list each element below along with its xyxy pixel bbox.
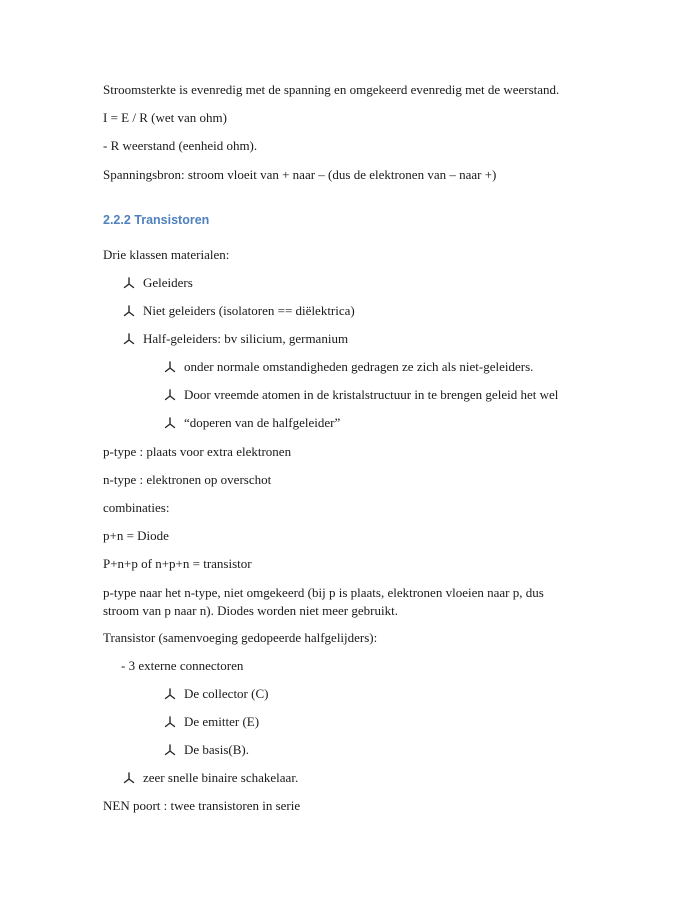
paragraph-ohm-intro: Stroomsterkte is evenredig met de spanning en omgekeerd evenredig met de weerstand. — [103, 82, 560, 97]
paragraph-n-type: n-type : elektronen op overschot — [103, 472, 272, 487]
list-item-label: “doperen van de halfgeleider” — [184, 415, 341, 430]
list-item-label: zeer snelle binaire schakelaar. — [143, 770, 299, 785]
bullet-icon — [164, 389, 176, 401]
list-item-label: De emitter (E) — [184, 714, 260, 729]
paragraph-connectors: - 3 externe connectoren — [121, 658, 244, 673]
paragraph-combinations: combinaties: — [103, 500, 170, 515]
list-item-label: onder normale omstandigheden gedragen ze zich als niet-geleiders. — [184, 359, 534, 374]
list-item-label: Door vreemde atomen in de kristalstructuur in te brengen geleid het wel — [184, 387, 559, 402]
bullet-icon — [123, 277, 135, 289]
list-item-label: Half-geleiders: bv silicium, germanium — [143, 331, 349, 346]
paragraph-material-classes: Drie klassen materialen: — [103, 247, 230, 262]
paragraph-voltage-source: Spanningsbron: stroom vloeit van + naar – (dus de elektronen van – naar +) — [103, 167, 497, 182]
paragraph-nand-gate: NEN poort : twee transistoren in serie — [103, 798, 301, 813]
bullet-icon — [123, 333, 135, 345]
paragraph-transistor-combo: P+n+p of n+p+n = transistor — [103, 556, 252, 571]
list-item-label: Geleiders — [143, 275, 193, 290]
bullet-icon — [123, 305, 135, 317]
paragraph-transistor: Transistor (samenvoeging gedopeerde halfgelijders): — [103, 630, 378, 645]
list-item-label: De collector (C) — [184, 686, 269, 701]
bullet-icon — [164, 744, 176, 756]
bullet-icon — [164, 361, 176, 373]
paragraph-diode: p+n = Diode — [103, 528, 169, 543]
paragraph-ohm-law: I = E / R (wet van ohm) — [103, 110, 227, 125]
section-heading: 2.2.2 Transistoren — [103, 213, 210, 227]
list-item-label: De basis(B). — [184, 742, 249, 757]
paragraph-p-type: p-type : plaats voor extra elektronen — [103, 444, 292, 459]
bullet-icon — [164, 417, 176, 429]
paragraph-resistance: - R weerstand (eenheid ohm). — [103, 138, 258, 153]
bullet-icon — [164, 716, 176, 728]
bullet-icon — [123, 772, 135, 784]
paragraph-direction: p-type naar het n-type, niet omgekeerd (bij p is plaats, elektronen vloeien naar p, dus stroom van p naar n). Diodes worden niet meer gebruikt. — [103, 585, 544, 618]
list-item-label: Niet geleiders (isolatoren == diëlektrica) — [143, 303, 355, 318]
bullet-icon — [164, 688, 176, 700]
